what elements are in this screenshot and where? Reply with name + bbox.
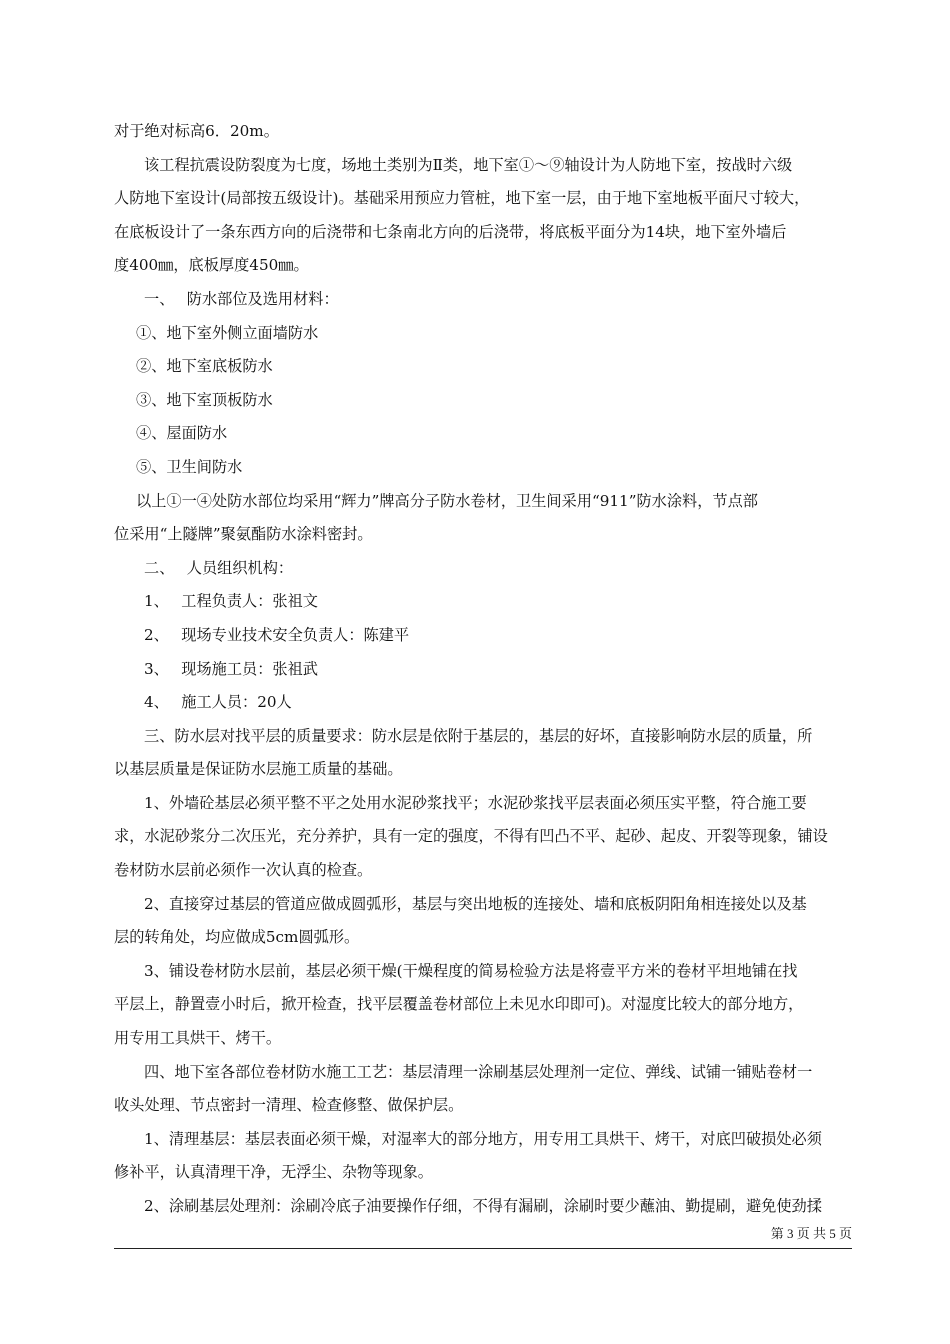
text-line: 度400㎜，底板厚度450㎜。 bbox=[114, 256, 309, 275]
text-line: 求，水泥砂浆分二次压光，充分养护，具有一定的强度，不得有凹凸不平、起砂、起皮、开裂等现象，铺设 bbox=[114, 827, 828, 846]
footer-divider bbox=[114, 1248, 852, 1249]
paragraph bbox=[114, 659, 852, 679]
paragraph bbox=[114, 961, 852, 1048]
paragraph bbox=[114, 1062, 852, 1116]
text-line: 1、清理基层：基层表面必须干燥，对湿率大的部分地方，用专用工具烘干、烤干，对底凹破损处必须 bbox=[144, 1129, 822, 1148]
text-line: 一、 防水部位及选用材料： bbox=[144, 289, 339, 308]
paragraph bbox=[114, 793, 852, 880]
text-line: 4、 施工人员：20人 bbox=[144, 693, 292, 712]
text-line: 人防地下室设计(局部按五级设计)。基础采用预应力管桩，地下室一层，由于地下室地板平面尺寸较大， bbox=[114, 189, 810, 208]
text-line: ④、屋面防水 bbox=[136, 424, 228, 443]
paragraph bbox=[114, 289, 852, 309]
paragraph bbox=[114, 491, 852, 545]
page-number: 第 3 页 共 5 页 bbox=[770, 1226, 852, 1241]
text-line: 层的转角处，均应做成5cm圆弧形。 bbox=[114, 928, 360, 947]
paragraph bbox=[114, 423, 852, 443]
text-line: 对于绝对标高6．20m。 bbox=[114, 122, 279, 140]
text-line: 2、涂刷基层处理剂：涂刷冷底子油要操作仔细，不得有漏刷，涂刷时要少蘸油、勤提刷，避免使劲揉 bbox=[144, 1197, 822, 1215]
text-line: ③、地下室顶板防水 bbox=[136, 390, 273, 409]
text-line: 3、铺设卷材防水层前，基层必须干燥(干燥程度的简易检验方法是将壹平方米的卷材平坦地铺在找 bbox=[144, 961, 798, 980]
paragraph bbox=[114, 457, 852, 477]
text-line: 平层上，静置壹小时后，掀开检查，找平层覆盖卷材部位上未见水印即可)。对湿度比较大的部分地方， bbox=[114, 995, 804, 1014]
paragraph bbox=[114, 558, 852, 578]
text-line: 二、 人员组织机构： bbox=[144, 558, 294, 577]
paragraph bbox=[114, 591, 852, 611]
document-body bbox=[114, 121, 852, 1230]
text-line: 1、 工程负责人：张祖文 bbox=[144, 592, 318, 611]
paragraph bbox=[114, 1196, 852, 1216]
text-line: 位采用“上隧牌”聚氨酯防水涂料密封。 bbox=[114, 525, 373, 544]
text-line: 在底板设计了一条东西方向的后浇带和七条南北方向的后浇带，将底板平面分为14块，地下室外墙后 bbox=[114, 222, 787, 241]
paragraph bbox=[114, 1129, 852, 1183]
text-line: 2、 现场专业技术安全负责人：陈建平 bbox=[144, 625, 410, 644]
paragraph bbox=[114, 726, 852, 780]
text-line: 3、 现场施工员：张祖武 bbox=[144, 659, 318, 678]
text-line: ①、地下室外侧立面墙防水 bbox=[136, 323, 319, 342]
text-line: 以基层质量是保证防水层施工质量的基础。 bbox=[114, 760, 403, 779]
paragraph bbox=[114, 894, 852, 948]
text-line: 四、地下室各部位卷材防水施工工艺：基层清理一涂刷基层处理剂一定位、弹线、试铺一铺贴卷材一 bbox=[144, 1062, 813, 1081]
paragraph bbox=[114, 323, 852, 343]
text-line: ②、地下室底板防水 bbox=[136, 357, 273, 376]
paragraph bbox=[114, 692, 852, 712]
paragraph bbox=[114, 356, 852, 376]
text-line: 1、外墙砼基层必须平整不平之处用水泥砂浆找平；水泥砂浆找平层表面必须压实平整，符合施工要 bbox=[144, 793, 807, 812]
paragraph bbox=[114, 625, 852, 645]
text-line: 2、直接穿过基层的管道应做成圆弧形，基层与突出地板的连接处、墙和底板阴阳角相连接处以及基 bbox=[144, 894, 807, 913]
text-line: 三、防水层对找平层的质量要求：防水层是依附于基层的，基层的好坏，直接影响防水层的质量，所 bbox=[144, 726, 813, 745]
text-line: 用专用工具烘干、烤干。 bbox=[114, 1029, 282, 1048]
text-line: ⑤、卫生间防水 bbox=[136, 457, 243, 476]
paragraph bbox=[114, 155, 852, 276]
paragraph bbox=[114, 121, 852, 141]
text-line: 修补平，认真清理干净，无浮尘、杂物等现象。 bbox=[114, 1163, 433, 1182]
text-line: 该工程抗震设防裂度为七度，场地土类别为Ⅱ类，地下室①～⑨轴设计为人防地下室，按战时六级 bbox=[144, 155, 793, 174]
text-line: 收头处理、节点密封一清理、检查修整、做保护层。 bbox=[114, 1096, 464, 1115]
paragraph bbox=[114, 390, 852, 410]
text-line: 以上①一④处防水部位均采用“辉力”牌高分子防水卷材，卫生间采用“911”防水涂料，节点部 bbox=[136, 491, 758, 510]
text-line: 卷材防水层前必须作一次认真的检查。 bbox=[114, 861, 373, 880]
